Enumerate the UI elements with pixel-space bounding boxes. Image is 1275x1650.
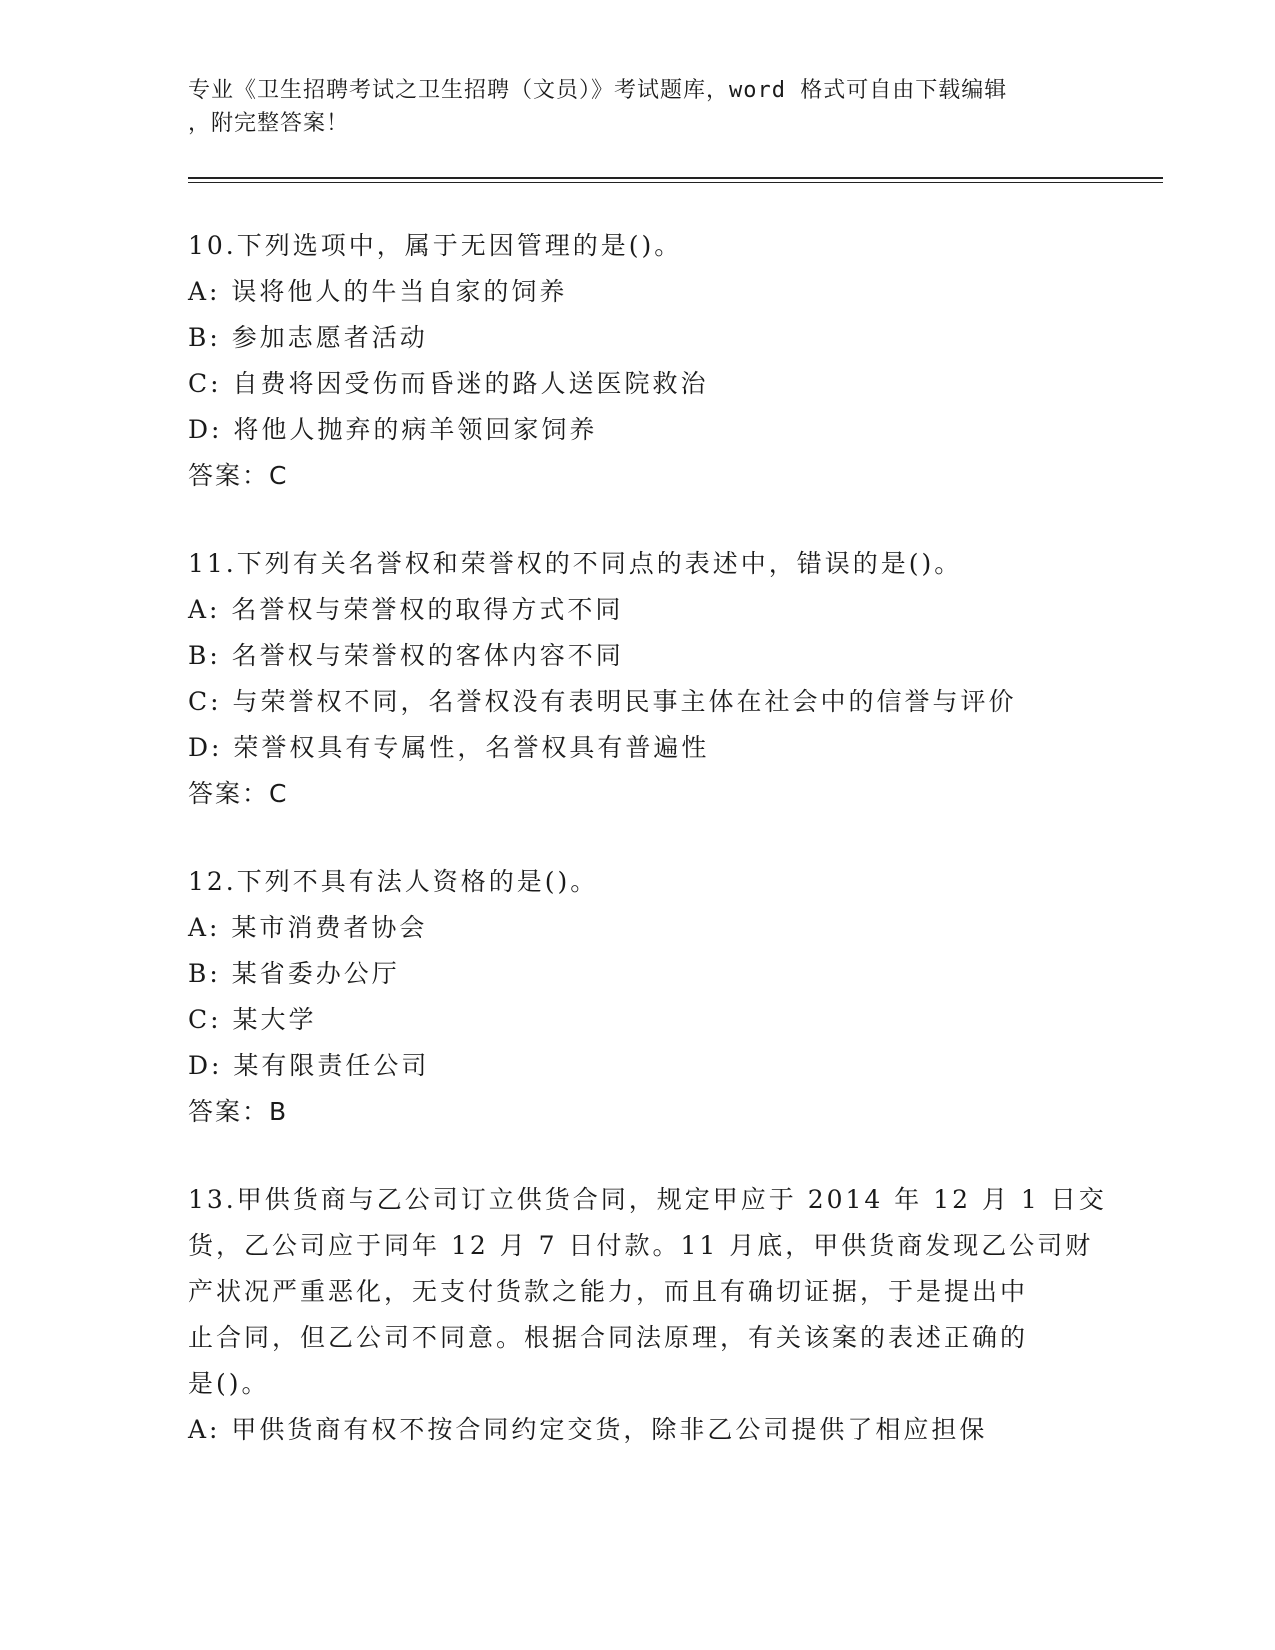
question-stem-line-5: 是()。 [188,1369,270,1398]
option-c: C: 自费将因受伤而昏迷的路人送医院救治 [188,369,709,398]
option-d: D: 将他人抛弃的病羊领回家饲养 [188,415,598,444]
option-b: B: 名誉权与荣誉权的客体内容不同 [188,641,624,670]
question-12 [188,859,1088,1135]
question-10 [188,223,1088,499]
header-line-2: ，附完整答案！ [188,111,350,136]
question-stem: 12.下列不具有法人资格的是()。 [188,867,599,896]
option-b: B: 参加志愿者活动 [188,323,428,352]
option-a: A: 名誉权与荣誉权的取得方式不同 [188,595,624,624]
answer-text: 答案：C [188,779,289,808]
question-11 [188,541,1088,817]
question-stem: 10.下列选项中，属于无因管理的是()。 [188,231,683,260]
option-a: A: 某市消费者协会 [188,913,428,942]
answer-text: 答案：C [188,461,289,490]
question-stem: 11.下列有关名誉权和荣誉权的不同点的表述中，错误的是()。 [188,549,963,578]
header-line-1: 专业《卫生招聘考试之卫生招聘（文员）》考试题库，word 格式可自由下载编辑 [188,78,1008,103]
option-c: C: 某大学 [188,1005,317,1034]
option-a: A: 误将他人的牛当自家的饲养 [188,277,568,306]
option-c: C: 与荣誉权不同，名誉权没有表明民事主体在社会中的信誉与评价 [188,687,1017,716]
header-divider-thick [188,177,1163,179]
question-stem-line-3: 产状况严重恶化，无支付货款之能力，而且有确切证据，于是提出中 [188,1277,1029,1306]
answer-text: 答案：B [188,1097,289,1126]
question-stem-line-2: 货，乙公司应于同年 12 月 7 日付款。11 月底，甲供货商发现乙公司财 [188,1231,1094,1260]
option-d: D: 某有限责任公司 [188,1051,430,1080]
question-13 [188,1177,1107,1453]
question-stem-line-1: 13.甲供货商与乙公司订立供货合同，规定甲应于 2014 年 12 月 1 日交 [188,1185,1107,1214]
option-b: B: 某省委办公厅 [188,959,400,988]
header-divider-thin [188,182,1163,183]
document-header [188,74,1088,140]
question-stem-line-4: 止合同，但乙公司不同意。根据合同法原理，有关该案的表述正确的 [188,1323,1029,1352]
option-a: A: 甲供货商有权不按合同约定交货，除非乙公司提供了相应担保 [188,1415,988,1444]
option-d: D: 荣誉权具有专属性，名誉权具有普遍性 [188,733,710,762]
